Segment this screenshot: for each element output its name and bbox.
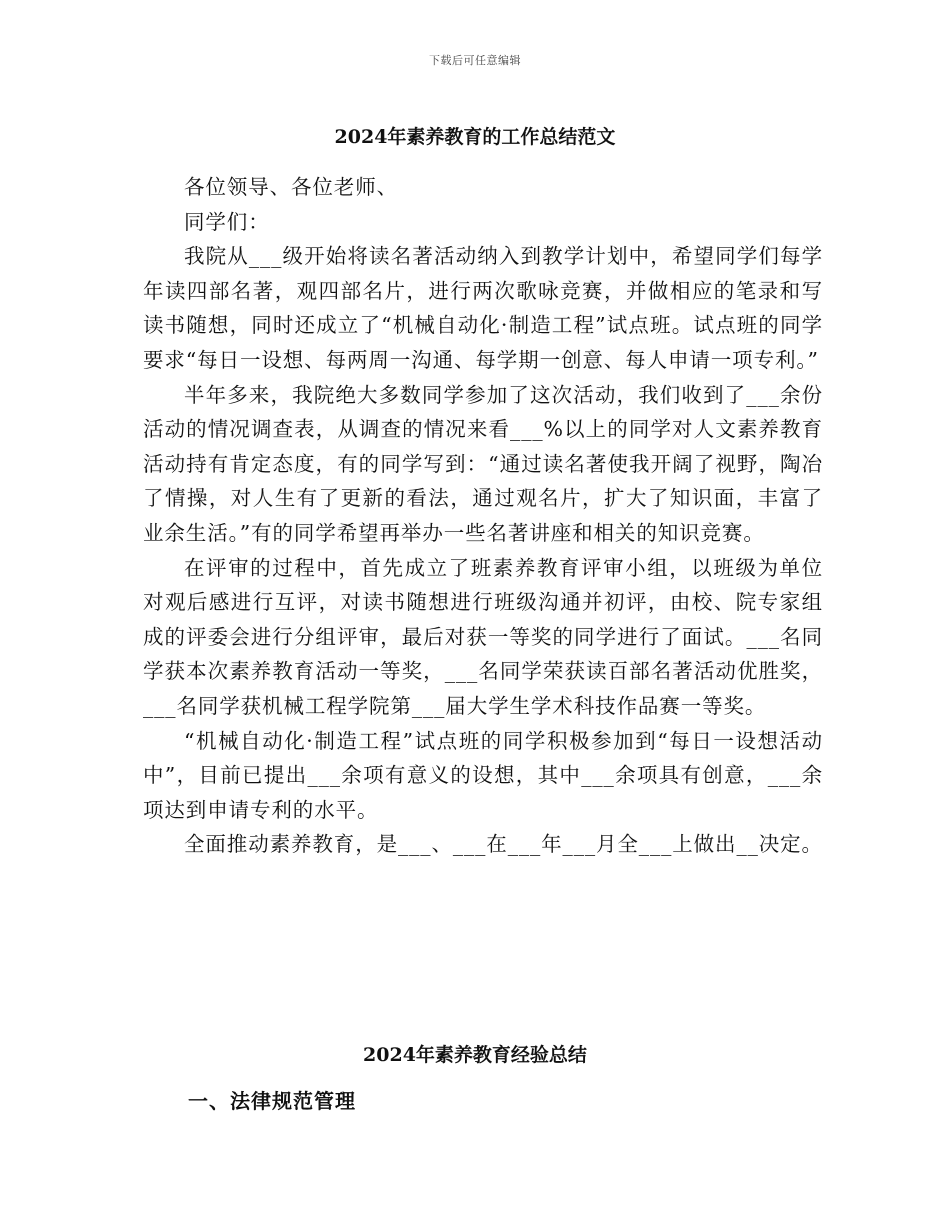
body-paragraph-3: 在评审的过程中，首先成立了班素养教育评审小组，以班级为单位对观后感进行互评，对读书随想进行班级沟通并初评，由校、院专家组成的评委会进行分组评审，最后对获一等奖的同学进行了面试。___名同学获本次素养教育活动一等奖，___名同学荣获读百部名著活动优胜奖，___名同学获机械工程学院第___届大学生学术科技作品赛一等奖。: [143, 555, 823, 718]
body-paragraph-1: 我院从___级开始将读名著活动纳入到教学计划中，希望同学们每学年读四部名著，观四部名片，进行两次歌咏竞赛，并做相应的笔录和写读书随想，同时还成立了“机械自动化·制造工程”试点班。试点班的同学要求“每日一设想、每两周一沟通、每学期一创意、每人申请一项专利。”: [143, 244, 823, 372]
body-paragraph-5: 全面推动素养教育，是___、___在___年___月全___上做出__决定。: [184, 832, 823, 857]
salutation-line-1: 各位领导、各位老师、: [184, 175, 398, 199]
body-paragraph-2: 半年多来，我院绝大多数同学参加了这次活动，我们收到了___余份活动的情况调查表，从调查的情况来看___%以上的同学对人文素养教育活动持有肯定态度，有的同学写到：“通过读名著使我开阔了视野，陶冶了情操，对人生有了更新的看法，通过观名片，扩大了知识面，丰富了业余生活。”有的同学希望再举办一些名著讲座和相关的知识竞赛。: [143, 382, 823, 545]
body-paragraph-4: “机械自动化·制造工程”试点班的同学积极参加到“每日一设想活动中”，目前已提出___余项有意义的设想，其中___余项具有创意，___余项达到申请专利的水平。: [143, 728, 823, 822]
document-body: [143, 170, 823, 862]
subsection-title: 一、法律规范管理: [188, 1089, 356, 1113]
salutation-line-2: 同学们：: [184, 209, 270, 234]
document-title: 2024年素养教育的工作总结范文: [334, 126, 616, 148]
page-header-note: 下载后可任意编辑: [429, 54, 521, 67]
section-title: 2024年素养教育经验总结: [363, 1044, 587, 1066]
